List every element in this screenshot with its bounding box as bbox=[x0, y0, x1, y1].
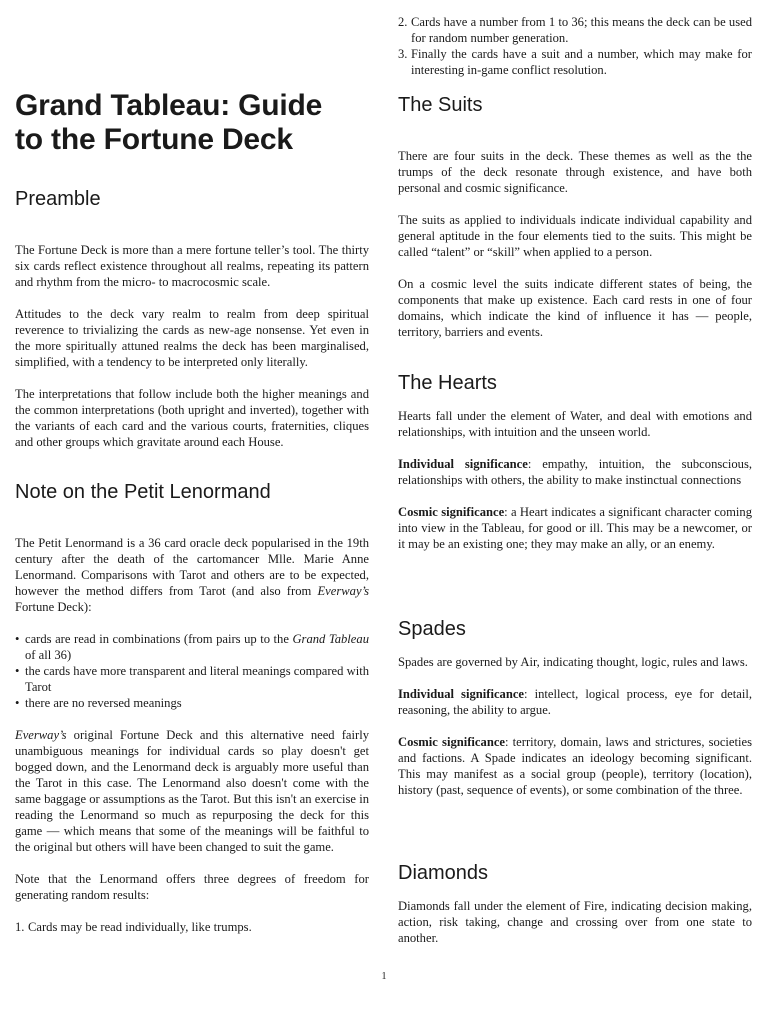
suits-paragraph-1: There are four suits in the deck. These themes as well as the the trumps of the deck resonate through existence, and have both personal and cosmic significance. bbox=[398, 149, 752, 195]
list-number: 2. bbox=[398, 15, 408, 29]
significance-label: Cosmic significance bbox=[398, 505, 505, 519]
list-item bbox=[398, 14, 752, 46]
page-number: 1 bbox=[381, 971, 387, 982]
everway-emphasis: Everway’s bbox=[15, 728, 67, 742]
title-line-2: to the Fortune Deck bbox=[15, 123, 293, 156]
lenormand-paragraph-3: Note that the Lenormand offers three degrees of freedom for generating random results: bbox=[15, 872, 369, 902]
suits-paragraph-3: On a cosmic level the suits indicate different states of being, the components that make up existence. Each card rests in one of four domains, which indicate the kind of influence it has — people, territory, barriers and events. bbox=[398, 277, 752, 339]
preamble-heading: Preamble bbox=[15, 188, 101, 210]
hearts-cosmic-significance bbox=[398, 504, 752, 552]
lenormand-p1-text-end: Fortune Deck): bbox=[15, 600, 92, 614]
suits-section bbox=[398, 148, 752, 340]
list-item-text: Cards may be read individually, like trumps. bbox=[28, 920, 252, 934]
list-item bbox=[398, 46, 752, 78]
spades-individual-significance bbox=[398, 686, 752, 718]
preamble-paragraph-1: The Fortune Deck is more than a mere fortune teller’s tool. The thirty six cards reflect existence throughout all realms, repeating its pattern and rhythm from the micro- to macrocosmic scale. bbox=[15, 243, 369, 289]
list-item: • the cards have more transparent and literal meanings compared with Tarot bbox=[15, 663, 369, 695]
hearts-heading: The Hearts bbox=[398, 372, 497, 394]
degrees-list-start bbox=[15, 919, 369, 935]
significance-label: Cosmic significance bbox=[398, 735, 506, 749]
degrees-list-continued bbox=[398, 14, 752, 78]
lenormand-section bbox=[15, 535, 369, 935]
hearts-section bbox=[398, 408, 752, 552]
significance-label: Individual significance bbox=[398, 687, 525, 701]
significance-text: : empathy, intuition, the subconscious, relationships with others, the ability to make instinctual connections bbox=[398, 457, 752, 487]
preamble-section bbox=[15, 242, 369, 450]
lenormand-p2-text: original Fortune Deck and this alternative need fairly unambiguous meanings for individual cards so play doesn't get bogged down, and the Lenormand deck is arguably more useful than the Tarot in this case. The Lenormand also doesn't come with the same baggage or assumptions as the Tarot. But this isn't an exercise in reading the Lenormand so much as repurposing the deck for this game — which means that some of the meanings will be faithful to the original but others will have been changed to suit the game. bbox=[15, 728, 369, 854]
preamble-paragraph-2: Attitudes to the deck vary realm to realm from deep spiritual reverence to trivializing the cards as new-age nonsense. Yet even in the more spiritually attuned realms the deck has been marginalised, simplified, with a tendency to be interpreted only literally. bbox=[15, 307, 369, 369]
diamonds-paragraph-1: Diamonds fall under the element of Fire, indicating decision making, action, risk taking, change and crossing over from one state to another. bbox=[398, 899, 752, 945]
lenormand-paragraph-2 bbox=[15, 727, 369, 855]
list-item-text: Cards have a number from 1 to 36; this means the deck can be used for random number generation. bbox=[411, 15, 752, 45]
significance-text: : territory, domain, laws and strictures, societies and factions. A Spade indicates an ideology becoming significant. This may manifest as a social group (people), territory (location), history (past, sequence of events), or some combination of the three. bbox=[398, 735, 752, 797]
list-number: 3. bbox=[398, 47, 408, 61]
list-item-text: Finally the cards have a suit and a number, which may make for interesting in-game conflict resolution. bbox=[411, 47, 752, 77]
diamonds-section bbox=[398, 898, 752, 946]
bullet-1-text-end: of all 36) bbox=[25, 648, 72, 662]
grand-tableau-emphasis: Grand Tableau bbox=[292, 632, 369, 646]
suits-heading: The Suits bbox=[398, 94, 483, 116]
spades-section bbox=[398, 654, 752, 798]
suits-paragraph-2: The suits as applied to individuals indicate individual capability and general aptitude in the four elements tied to the suits. This might be called “talent” or “skill” when applied to a person. bbox=[398, 213, 752, 259]
spades-cosmic-significance bbox=[398, 734, 752, 798]
bullet-1-text: cards are read in combinations (from pairs up to the bbox=[25, 632, 293, 646]
lenormand-p1-text: The Petit Lenormand is a 36 card oracle deck popularised in the 19th century after the death of the cartomancer Mlle. Marie Anne Lenormand. Comparisons with Tarot and others are to be expected, however the method differs from Tarot (and also from bbox=[15, 536, 369, 598]
list-number: 1. bbox=[15, 920, 25, 934]
list-item bbox=[15, 919, 369, 935]
hearts-individual-significance bbox=[398, 456, 752, 488]
hearts-paragraph-1: Hearts fall under the element of Water, and deal with emotions and relationships, with intuition and the unseen world. bbox=[398, 409, 752, 439]
list-item: • there are no reversed meanings bbox=[15, 695, 369, 711]
significance-label: Individual significance bbox=[398, 457, 528, 471]
lenormand-bullet-list bbox=[15, 631, 369, 711]
significance-text: : a Heart indicates a significant character coming into view in the Tableau, for good or ill. This may be a newcomer, or it may be an existing one; they may make an ally, or an enemy. bbox=[398, 505, 752, 551]
everway-emphasis: Everway’s bbox=[317, 584, 369, 598]
lenormand-heading: Note on the Petit Lenormand bbox=[15, 481, 271, 503]
preamble-paragraph-3: The interpretations that follow include both the higher meanings and the common interpretations (both upright and inverted), together with the variants of each card and the various courts, fraternities, cliques and other groups which gravitate around each House. bbox=[15, 387, 369, 449]
lenormand-paragraph-1 bbox=[15, 535, 369, 615]
list-item bbox=[15, 631, 369, 663]
title-line-1: Grand Tableau: Guide bbox=[15, 89, 323, 122]
diamonds-heading: Diamonds bbox=[398, 862, 489, 884]
significance-text: : intellect, logical process, eye for detail, reasoning, the ability to argue. bbox=[398, 687, 752, 717]
spades-heading: Spades bbox=[398, 618, 466, 640]
spades-paragraph-1: Spades are governed by Air, indicating thought, logic, rules and laws. bbox=[398, 655, 748, 669]
document-title bbox=[15, 89, 322, 157]
